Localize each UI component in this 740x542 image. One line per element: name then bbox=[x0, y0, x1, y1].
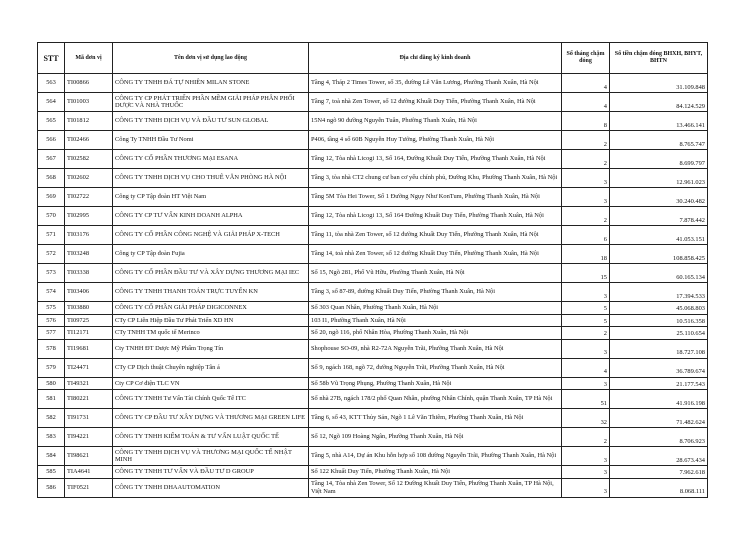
cell-so-tien: 36.789.674 bbox=[610, 358, 708, 377]
cell-ten-don-vi: CÔNG TY TNHH TƯ VẤN VÀ ĐẦU TƯ D GROUP bbox=[113, 466, 309, 479]
cell-stt: 567 bbox=[38, 150, 65, 169]
cell-so-tien: 108.858.425 bbox=[610, 245, 708, 264]
cell-stt: 569 bbox=[38, 188, 65, 207]
cell-dia-chi: Số 122 Khuất Duy Tiến, Phường Thanh Xuân, Hà Nội bbox=[309, 466, 562, 479]
cell-dia-chi: Tầng 7, toà nhà Zen Tower, số 12 đường Khuất Duy Tiến, Phường Thanh Xuân, Hà Nội bbox=[309, 93, 562, 112]
cell-dia-chi: Số 58b Vũ Trọng Phụng, Phường Thanh Xuân, Hà Nội bbox=[309, 377, 562, 390]
table-body bbox=[38, 74, 708, 498]
table-row bbox=[38, 327, 708, 340]
cell-so-thang: 6 bbox=[562, 226, 610, 245]
table-row bbox=[38, 150, 708, 169]
table-row bbox=[38, 226, 708, 245]
cell-ma-don-vi: TIA4641 bbox=[65, 466, 113, 479]
cell-ten-don-vi: CÔNG TY CỔ PHẦN THƯƠNG MẠI ESANA bbox=[113, 150, 309, 169]
cell-so-thang: 3 bbox=[562, 169, 610, 188]
cell-stt: 581 bbox=[38, 390, 65, 409]
cell-stt: 578 bbox=[38, 339, 65, 358]
table-row bbox=[38, 188, 708, 207]
cell-so-thang: 5 bbox=[562, 314, 610, 327]
cell-stt: 579 bbox=[38, 358, 65, 377]
header-so-tien: Số tiền chậm đóng BHXH, BHYT, BHTN bbox=[610, 43, 708, 74]
table-row bbox=[38, 339, 708, 358]
cell-ten-don-vi: CÔNG TY TNHH DỊCH VỤ VÀ THƯƠNG MẠI QUỐC TẾ NHẬT MINH bbox=[113, 447, 309, 466]
table-row bbox=[38, 207, 708, 226]
cell-so-thang: 2 bbox=[562, 131, 610, 150]
table-row bbox=[38, 283, 708, 302]
table-row bbox=[38, 131, 708, 150]
cell-so-thang: 3 bbox=[562, 188, 610, 207]
cell-so-tien: 8.068.111 bbox=[610, 478, 708, 497]
cell-dia-chi: Tầng 12, Tòa nhà Licogi 13, Số 164, Đường Khuất Duy Tiến, Phường Thanh Xuân, Hà Nội bbox=[309, 150, 562, 169]
cell-ten-don-vi: CTy TNHH TM quốc tế Merinco bbox=[113, 327, 309, 340]
cell-so-thang: 3 bbox=[562, 283, 610, 302]
cell-ma-don-vi: TI24471 bbox=[65, 358, 113, 377]
cell-ma-don-vi: TI03880 bbox=[65, 302, 113, 315]
cell-dia-chi: Tầng 14, Tòa nhà Zen Tower, Số 12 Đường Khuất Duy Tiến, Phường Thanh Xuân, TP Hà Nội, Việt Nam bbox=[309, 478, 562, 497]
table-row bbox=[38, 74, 708, 93]
cell-ten-don-vi: CÔNG TY CP PHÁT TRIỂN PHẦN MỀM GIẢI PHÁP PHÂN PHỐI DƯỢC VÀ NHÀ THUỐC bbox=[113, 93, 309, 112]
debt-table bbox=[37, 42, 708, 498]
cell-so-tien: 12.961.023 bbox=[610, 169, 708, 188]
debt-table-page bbox=[37, 42, 707, 498]
cell-stt: 576 bbox=[38, 314, 65, 327]
cell-ma-don-vi: TI02722 bbox=[65, 188, 113, 207]
cell-so-tien: 8.706.923 bbox=[610, 428, 708, 447]
cell-stt: 583 bbox=[38, 428, 65, 447]
cell-dia-chi: Tầng 6, số 43, KTT Thủy Sản, Ngõ 1 Lê Văn Thiêm, Phường Thanh Xuân, Hà Nội bbox=[309, 409, 562, 428]
cell-ten-don-vi: CÔNG TY CỔ PHẦN ĐẦU TƯ VÀ XÂY DỰNG THƯƠNG MẠI IEC bbox=[113, 264, 309, 283]
header-ma-don-vi: Mã đơn vị bbox=[65, 43, 113, 74]
cell-so-thang: 8 bbox=[562, 112, 610, 131]
cell-dia-chi: Tầng 4, Tháp 2 Times Tower, số 35, đường Lê Văn Lương, Phường Thanh Xuân, Hà Nội bbox=[309, 74, 562, 93]
cell-so-tien: 25.110.654 bbox=[610, 327, 708, 340]
cell-ten-don-vi: CÔNG TY TNHH DỊCH VỤ CHO THUÊ VĂN PHÒNG HÀ NỘI bbox=[113, 169, 309, 188]
header-ten-don-vi: Tên đơn vị sử dụng lao động bbox=[113, 43, 309, 74]
table-row bbox=[38, 112, 708, 131]
cell-ten-don-vi: CÔNG TY CỔ PHẦN CÔNG NGHỆ VÀ GIẢI PHÁP X-TECH bbox=[113, 226, 309, 245]
cell-ma-don-vi: TI98621 bbox=[65, 447, 113, 466]
cell-so-thang: 4 bbox=[562, 93, 610, 112]
cell-so-thang: 2 bbox=[562, 207, 610, 226]
cell-ma-don-vi: TI02602 bbox=[65, 169, 113, 188]
cell-so-thang: 3 bbox=[562, 447, 610, 466]
cell-dia-chi: Số nhà 27B, ngách 178/2 phố Quan Nhân, phường Nhân Chính, quận Thanh Xuân, TP Hà Nội bbox=[309, 390, 562, 409]
cell-ten-don-vi: Cty TNHH ĐT Dược Mỹ Phẩm Trọng Tín bbox=[113, 339, 309, 358]
cell-so-thang: 15 bbox=[562, 264, 610, 283]
cell-ma-don-vi: TI02582 bbox=[65, 150, 113, 169]
cell-so-tien: 60.165.134 bbox=[610, 264, 708, 283]
cell-so-thang: 2 bbox=[562, 150, 610, 169]
table-row bbox=[38, 390, 708, 409]
cell-ten-don-vi: CÔNG TY TNHH DỊCH VỤ VÀ ĐẦU TƯ SUN GLOBAL bbox=[113, 112, 309, 131]
cell-so-tien: 8.699.797 bbox=[610, 150, 708, 169]
cell-ma-don-vi: TI09725 bbox=[65, 314, 113, 327]
cell-dia-chi: Tầng 12, Tòa nhà Licogi 13, Số 164 Đường Khuất Duy Tiến, Phường Thanh Xuân, Hà Nội bbox=[309, 207, 562, 226]
cell-ma-don-vi: TI91731 bbox=[65, 409, 113, 428]
table-row bbox=[38, 93, 708, 112]
cell-dia-chi: Số 20, ngõ 116, phố Nhân Hòa, Phường Thanh Xuân, Hà Nội bbox=[309, 327, 562, 340]
cell-stt: 570 bbox=[38, 207, 65, 226]
cell-so-tien: 7.878.442 bbox=[610, 207, 708, 226]
cell-ma-don-vi: TI02995 bbox=[65, 207, 113, 226]
table-row bbox=[38, 428, 708, 447]
cell-dia-chi: Tầng 11, tòa nhà Zen Tower, số 12 đường Khuất Duy Tiến, Phường Thanh Xuân, Hà Nội bbox=[309, 226, 562, 245]
table-row bbox=[38, 466, 708, 479]
cell-stt: 563 bbox=[38, 74, 65, 93]
cell-ten-don-vi: CÔNG TY TNHH KIỂM TOÁN & TƯ VẤN LUẬT QUỐC TẾ bbox=[113, 428, 309, 447]
table-row bbox=[38, 245, 708, 264]
cell-stt: 574 bbox=[38, 283, 65, 302]
cell-dia-chi: 103 I1, Phường Thanh Xuân, Hà Nội bbox=[309, 314, 562, 327]
cell-so-tien: 8.765.747 bbox=[610, 131, 708, 150]
cell-ma-don-vi: TI49321 bbox=[65, 377, 113, 390]
cell-so-thang: 51 bbox=[562, 390, 610, 409]
cell-ma-don-vi: TI03248 bbox=[65, 245, 113, 264]
cell-so-thang: 3 bbox=[562, 339, 610, 358]
cell-stt: 572 bbox=[38, 245, 65, 264]
cell-so-thang: 3 bbox=[562, 377, 610, 390]
header-stt: STT bbox=[38, 43, 65, 74]
cell-dia-chi: P406, tầng 4 số 60B Nguyễn Huy Tưởng, Phường Thanh Xuân, Hà Nội bbox=[309, 131, 562, 150]
cell-ma-don-vi: TI19681 bbox=[65, 339, 113, 358]
cell-so-tien: 28.673.434 bbox=[610, 447, 708, 466]
cell-ten-don-vi: CÔNG TY TNHH THANH TOÁN TRỰC TUYẾN KN bbox=[113, 283, 309, 302]
cell-so-tien: 41.916.198 bbox=[610, 390, 708, 409]
cell-dia-chi: Số 303 Quan Nhân, Phường Thanh Xuân, Hà Nội bbox=[309, 302, 562, 315]
table-row bbox=[38, 264, 708, 283]
cell-so-tien: 17.394.533 bbox=[610, 283, 708, 302]
cell-dia-chi: Shophouse SO-09, nhà R2-72A Nguyễn Trãi, Phường Thanh Xuân, Hà Nội bbox=[309, 339, 562, 358]
cell-ten-don-vi: CÔNG TY CP TƯ VẤN KINH DOANH ALPHA bbox=[113, 207, 309, 226]
cell-stt: 577 bbox=[38, 327, 65, 340]
cell-stt: 568 bbox=[38, 169, 65, 188]
cell-ten-don-vi: Cty CP Cơ điện TLC VN bbox=[113, 377, 309, 390]
cell-so-tien: 7.962.618 bbox=[610, 466, 708, 479]
cell-so-thang: 2 bbox=[562, 428, 610, 447]
cell-stt: 571 bbox=[38, 226, 65, 245]
cell-dia-chi: Tầng 5M Tòa Hei Tower, Số 1 Đường Ngụy Như KonTum, Phường Thanh Xuân, Hà Nội bbox=[309, 188, 562, 207]
table-row bbox=[38, 314, 708, 327]
cell-ma-don-vi: TI01812 bbox=[65, 112, 113, 131]
cell-dia-chi: Số 9, ngách 168, ngõ 72, đường Nguyễn Trãi, Phường Thanh Xuân, Hà Nội bbox=[309, 358, 562, 377]
cell-ten-don-vi: Công Ty TNHH Đầu Tư Nomi bbox=[113, 131, 309, 150]
cell-dia-chi: 15N4 ngõ 90 đường Nguyễn Tuân, Phường Thanh Xuân, Hà Nội bbox=[309, 112, 562, 131]
cell-ten-don-vi: CÔNG TY TNHH DHAAUTOMATION bbox=[113, 478, 309, 497]
cell-so-thang: 2 bbox=[562, 327, 610, 340]
cell-stt: 580 bbox=[38, 377, 65, 390]
cell-ma-don-vi: TI03338 bbox=[65, 264, 113, 283]
cell-stt: 566 bbox=[38, 131, 65, 150]
cell-stt: 573 bbox=[38, 264, 65, 283]
cell-ten-don-vi: CÔNG TY TNHH ĐÁ TỰ NHIÊN MILAN STONE bbox=[113, 74, 309, 93]
table-row bbox=[38, 169, 708, 188]
cell-ten-don-vi: CÔNG TY TNHH Tư Vấn Tài Chính Quốc Tế ITC bbox=[113, 390, 309, 409]
cell-ten-don-vi: Công ty CP Tập đoàn Fujia bbox=[113, 245, 309, 264]
cell-so-tien: 10.516.358 bbox=[610, 314, 708, 327]
cell-so-tien: 45.068.803 bbox=[610, 302, 708, 315]
cell-stt: 585 bbox=[38, 466, 65, 479]
cell-ma-don-vi: TI03176 bbox=[65, 226, 113, 245]
cell-ma-don-vi: TIF0521 bbox=[65, 478, 113, 497]
table-row bbox=[38, 377, 708, 390]
cell-dia-chi: Tầng 5, nhà A14, Dự án Khu hỗn hợp số 108 đường Nguyễn Trãi, Phường Thanh Xuân, Hà Nội bbox=[309, 447, 562, 466]
header-dia-chi: Địa chỉ đăng ký kinh doanh bbox=[309, 43, 562, 74]
cell-stt: 582 bbox=[38, 409, 65, 428]
table-header-row bbox=[38, 43, 708, 74]
table-row bbox=[38, 358, 708, 377]
table-row bbox=[38, 478, 708, 497]
cell-so-tien: 71.482.624 bbox=[610, 409, 708, 428]
cell-stt: 586 bbox=[38, 478, 65, 497]
table-row bbox=[38, 302, 708, 315]
cell-stt: 564 bbox=[38, 93, 65, 112]
cell-dia-chi: Số 12, Ngõ 109 Hoàng Ngân, Phường Thanh Xuân, Hà Nội bbox=[309, 428, 562, 447]
cell-so-thang: 5 bbox=[562, 302, 610, 315]
cell-so-tien: 31.109.848 bbox=[610, 74, 708, 93]
cell-so-thang: 4 bbox=[562, 358, 610, 377]
table-row bbox=[38, 409, 708, 428]
cell-ma-don-vi: TI01003 bbox=[65, 93, 113, 112]
cell-so-thang: 3 bbox=[562, 466, 610, 479]
cell-dia-chi: Tầng 3, tòa nhà CT2 chung cư ban cơ yếu chính phủ, Đường Khu, Phường Thanh Xuân, Hà Nội bbox=[309, 169, 562, 188]
cell-so-tien: 18.727.108 bbox=[610, 339, 708, 358]
cell-ma-don-vi: TI00866 bbox=[65, 74, 113, 93]
cell-ma-don-vi: TI02466 bbox=[65, 131, 113, 150]
cell-ten-don-vi: CÔNG TY CP ĐẦU TƯ XÂY DỰNG VÀ THƯƠNG MẠI GREEN LIFE bbox=[113, 409, 309, 428]
cell-so-thang: 3 bbox=[562, 478, 610, 497]
cell-so-tien: 21.177.543 bbox=[610, 377, 708, 390]
header-so-thang: Số tháng chậm đóng bbox=[562, 43, 610, 74]
cell-ma-don-vi: TI80221 bbox=[65, 390, 113, 409]
cell-so-thang: 4 bbox=[562, 74, 610, 93]
table-row bbox=[38, 447, 708, 466]
cell-ten-don-vi: CÔNG TY CỔ PHẦN GIẢI PHÁP DIGICONNEX bbox=[113, 302, 309, 315]
cell-so-tien: 13.466.141 bbox=[610, 112, 708, 131]
cell-dia-chi: Tầng 14, toà nhà Zen Tower, số 12 đường Khuất Duy Tiến, Phường Thanh Xuân, Hà Nội bbox=[309, 245, 562, 264]
cell-dia-chi: Số 15, Ngõ 281, Phố Vũ Hữu, Phường Thanh Xuân, Hà Nội bbox=[309, 264, 562, 283]
cell-ten-don-vi: Công ty CP Tập đoàn HT Việt Nam bbox=[113, 188, 309, 207]
cell-stt: 584 bbox=[38, 447, 65, 466]
cell-stt: 575 bbox=[38, 302, 65, 315]
cell-ma-don-vi: TI94221 bbox=[65, 428, 113, 447]
cell-ten-don-vi: CTy CP Dịch thuật Chuyên nghiệp Tân á bbox=[113, 358, 309, 377]
cell-so-tien: 41.053.151 bbox=[610, 226, 708, 245]
cell-stt: 565 bbox=[38, 112, 65, 131]
cell-dia-chi: Tầng 3, số 87-89, đường Khuất Duy Tiến, Phường Thanh Xuân, Hà Nội bbox=[309, 283, 562, 302]
cell-ma-don-vi: TI12171 bbox=[65, 327, 113, 340]
cell-so-thang: 18 bbox=[562, 245, 610, 264]
cell-ten-don-vi: CTy CP Liên Hiệp Đầu Tư Phát Triển XD HN bbox=[113, 314, 309, 327]
cell-so-thang: 32 bbox=[562, 409, 610, 428]
cell-so-tien: 84.124.529 bbox=[610, 93, 708, 112]
cell-ma-don-vi: TI03406 bbox=[65, 283, 113, 302]
cell-so-tien: 30.240.482 bbox=[610, 188, 708, 207]
